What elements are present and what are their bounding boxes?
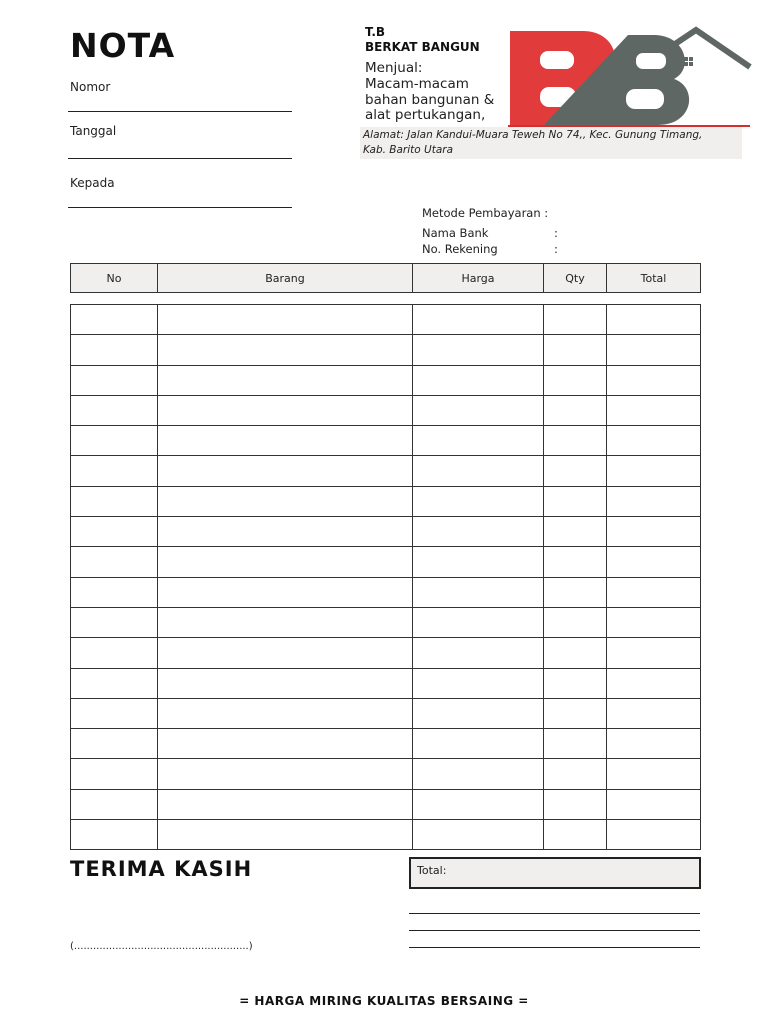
- cell-barang: [158, 335, 413, 365]
- cell-harga: [413, 577, 544, 607]
- cell-barang: [158, 789, 413, 819]
- table-row: [71, 638, 701, 668]
- cell-barang: [158, 577, 413, 607]
- cell-total: [607, 426, 701, 456]
- summary-line-3: [409, 947, 700, 948]
- cell-total: [607, 486, 701, 516]
- table-row: [71, 789, 701, 819]
- cell-barang: [158, 395, 413, 425]
- page-title: NOTA: [70, 26, 176, 65]
- cell-barang: [158, 698, 413, 728]
- summary-line-1: [409, 913, 700, 914]
- sells-heading: Menjual:: [365, 60, 423, 76]
- cell-total: [607, 638, 701, 668]
- cell-qty: [544, 365, 607, 395]
- cell-total: [607, 607, 701, 637]
- cell-harga: [413, 547, 544, 577]
- header-no: No: [71, 264, 158, 293]
- cell-no: [71, 456, 158, 486]
- header-total: Total: [607, 264, 701, 293]
- cell-harga: [413, 729, 544, 759]
- cell-no: [71, 547, 158, 577]
- cell-no: [71, 668, 158, 698]
- cell-qty: [544, 668, 607, 698]
- address-line-1: Alamat: Jalan Kandui-Muara Teweh No 74,, Kec. Gunung Timang,: [363, 129, 703, 141]
- table-row: [71, 426, 701, 456]
- cell-qty: [544, 456, 607, 486]
- cell-harga: [413, 698, 544, 728]
- table-row: [71, 759, 701, 789]
- cell-harga: [413, 486, 544, 516]
- table-row: [71, 335, 701, 365]
- cell-qty: [544, 759, 607, 789]
- cell-no: [71, 395, 158, 425]
- cell-total: [607, 820, 701, 850]
- cell-qty: [544, 305, 607, 335]
- address-line-2: Kab. Barito Utara: [363, 144, 454, 156]
- table-row: [71, 456, 701, 486]
- cell-harga: [413, 426, 544, 456]
- tanggal-label: Tanggal: [70, 124, 117, 138]
- cell-total: [607, 335, 701, 365]
- payment-method-label: Metode Pembayaran :: [422, 206, 549, 220]
- items-table-header: [70, 263, 701, 293]
- store-logo: [508, 25, 752, 131]
- bank-name-label: Nama Bank: [422, 226, 489, 240]
- store-address: [360, 127, 742, 159]
- cell-no: [71, 607, 158, 637]
- table-row: [71, 698, 701, 728]
- cell-qty: [544, 486, 607, 516]
- cell-barang: [158, 486, 413, 516]
- sells-line-1: Macam-macam: [365, 76, 469, 92]
- cell-barang: [158, 638, 413, 668]
- account-number-label: No. Rekening: [422, 242, 498, 256]
- nomor-label: Nomor: [70, 80, 111, 94]
- cell-qty: [544, 698, 607, 728]
- cell-total: [607, 789, 701, 819]
- cell-harga: [413, 335, 544, 365]
- footer-slogan: = HARGA MIRING KUALITAS BERSAING =: [239, 994, 529, 1008]
- cell-no: [71, 305, 158, 335]
- cell-harga: [413, 365, 544, 395]
- cell-total: [607, 547, 701, 577]
- cell-no: [71, 486, 158, 516]
- cell-barang: [158, 426, 413, 456]
- table-row: [71, 517, 701, 547]
- thank-you-text: TERIMA KASIH: [70, 857, 253, 881]
- cell-barang: [158, 365, 413, 395]
- account-number-colon: :: [554, 242, 558, 256]
- table-row: [71, 668, 701, 698]
- cell-no: [71, 820, 158, 850]
- summary-line-2: [409, 930, 700, 931]
- cell-total: [607, 698, 701, 728]
- table-row: [71, 305, 701, 335]
- cell-harga: [413, 517, 544, 547]
- tanggal-line: [68, 158, 292, 159]
- cell-total: [607, 395, 701, 425]
- kepada-line: [68, 207, 292, 208]
- cell-harga: [413, 820, 544, 850]
- cell-qty: [544, 638, 607, 668]
- cell-qty: [544, 426, 607, 456]
- cell-total: [607, 305, 701, 335]
- table-row: [71, 607, 701, 637]
- cell-no: [71, 365, 158, 395]
- cell-no: [71, 335, 158, 365]
- table-row: [71, 577, 701, 607]
- cell-total: [607, 517, 701, 547]
- grand-total-box: [409, 857, 701, 889]
- cell-total: [607, 577, 701, 607]
- bank-name-colon: :: [554, 226, 558, 240]
- cell-qty: [544, 395, 607, 425]
- cell-harga: [413, 607, 544, 637]
- cell-barang: [158, 517, 413, 547]
- cell-total: [607, 365, 701, 395]
- cell-barang: [158, 668, 413, 698]
- cell-harga: [413, 395, 544, 425]
- cell-no: [71, 759, 158, 789]
- header-harga: Harga: [413, 264, 544, 293]
- sells-line-3: alat pertukangan,: [365, 107, 486, 123]
- cell-total: [607, 729, 701, 759]
- cell-no: [71, 426, 158, 456]
- cell-harga: [413, 456, 544, 486]
- cell-no: [71, 577, 158, 607]
- sells-line-2: bahan bangunan &: [365, 92, 495, 108]
- cell-harga: [413, 759, 544, 789]
- cell-barang: [158, 547, 413, 577]
- cell-barang: [158, 820, 413, 850]
- cell-no: [71, 517, 158, 547]
- cell-qty: [544, 789, 607, 819]
- cell-barang: [158, 607, 413, 637]
- cell-qty: [544, 517, 607, 547]
- cell-no: [71, 698, 158, 728]
- cell-qty: [544, 335, 607, 365]
- cell-qty: [544, 820, 607, 850]
- cell-harga: [413, 668, 544, 698]
- nomor-line: [68, 111, 292, 112]
- cell-barang: [158, 456, 413, 486]
- table-row: [71, 547, 701, 577]
- cell-barang: [158, 305, 413, 335]
- table-row: [71, 395, 701, 425]
- cell-total: [607, 456, 701, 486]
- cell-harga: [413, 789, 544, 819]
- cell-harga: [413, 638, 544, 668]
- signature-placeholder: (.......................................................): [70, 941, 253, 952]
- cell-total: [607, 759, 701, 789]
- cell-barang: [158, 759, 413, 789]
- cell-total: [607, 668, 701, 698]
- header-qty: Qty: [544, 264, 607, 293]
- cell-barang: [158, 729, 413, 759]
- cell-harga: [413, 305, 544, 335]
- grand-total-label: Total:: [417, 864, 447, 877]
- cell-qty: [544, 607, 607, 637]
- store-name: BERKAT BANGUN: [365, 40, 480, 54]
- cell-qty: [544, 729, 607, 759]
- header-barang: Barang: [158, 264, 413, 293]
- items-table-body: [70, 304, 701, 850]
- table-row: [71, 820, 701, 850]
- table-row: [71, 729, 701, 759]
- table-row: [71, 365, 701, 395]
- store-prefix: T.B: [365, 25, 386, 39]
- table-row: [71, 486, 701, 516]
- cell-qty: [544, 547, 607, 577]
- kepada-label: Kepada: [70, 176, 115, 190]
- cell-no: [71, 638, 158, 668]
- cell-no: [71, 789, 158, 819]
- cell-qty: [544, 577, 607, 607]
- cell-no: [71, 729, 158, 759]
